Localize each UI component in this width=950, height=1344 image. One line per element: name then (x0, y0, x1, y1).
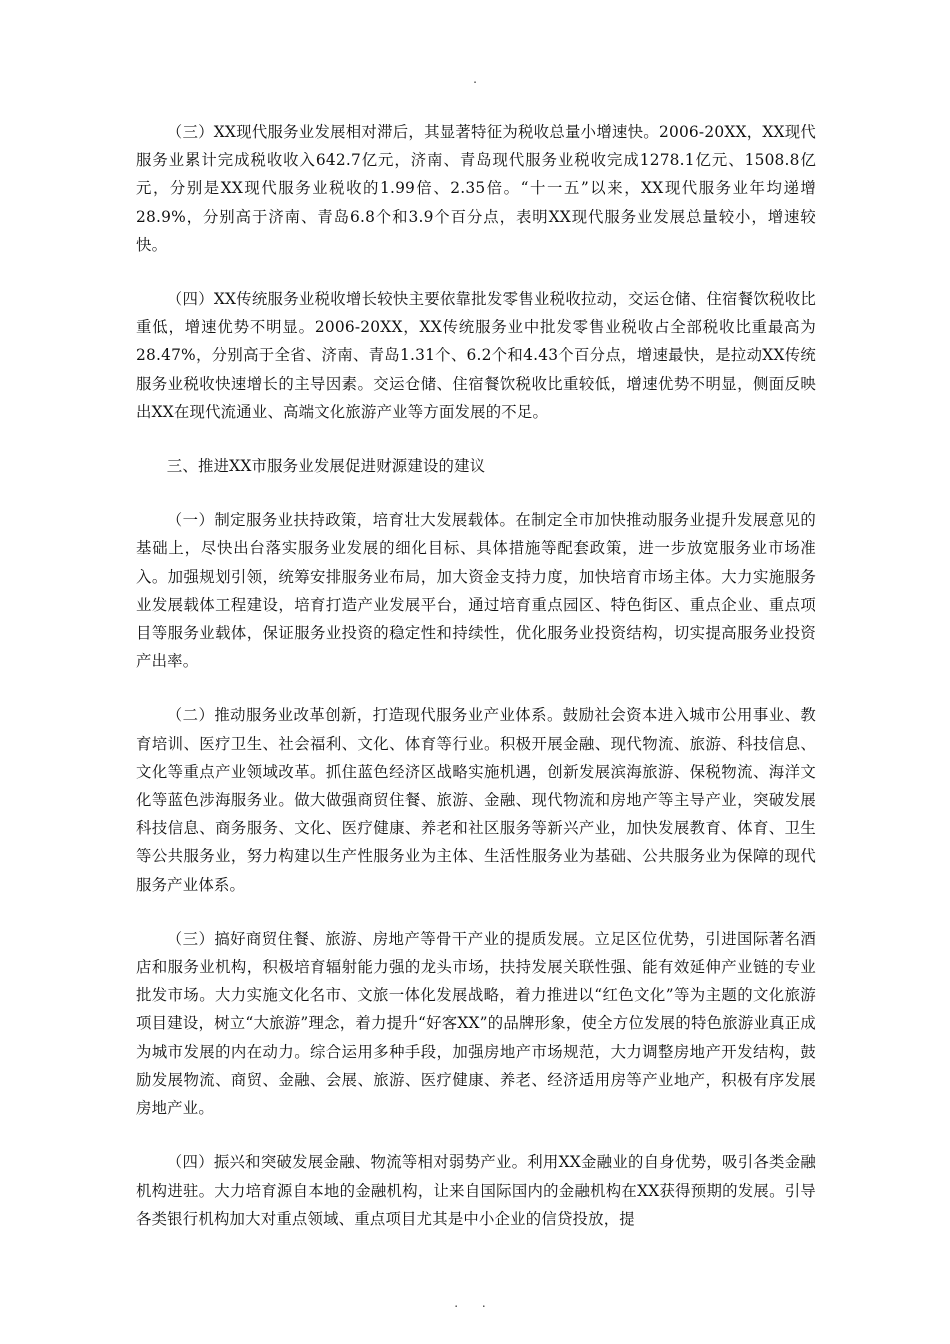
paragraph-support-policy: （一）制定服务业扶持政策，培育壮大发展载体。在制定全市加快推动服务业提升发展意见的基础上，尽快出台落实服务业发展的细化目标、具体措施等配套政策，进一步放宽服务业市场准入。加强规划引领，统筹安排服务业布局，加大资金支持力度，加快培育市场主体。大力实施服务业发展载体工程建设，培育打造产业发展平台，通过培育重点园区、特色街区、重点企业、重点项目等服务业载体，保证服务业投资的稳定性和持续性，优化服务业投资结构，切实提高服务业投资产出率。 (136, 511, 816, 671)
document-body (136, 118, 816, 1259)
paragraph-reform-innovation: （二）推动服务业改革创新，打造现代服务业产业体系。鼓励社会资本进入城市公用事业、教育培训、医疗卫生、社会福利、文化、体育等行业。积极开展金融、现代物流、旅游、科技信息、文化等重点产业领域改革。抓住蓝色经济区战略实施机遇，创新发展滨海旅游、保税物流、海洋文化等蓝色涉海服务业。做大做强商贸住餐、旅游、金融、现代物流和房地产等主导产业，突破发展科技信息、商务服务、文化、医疗健康、养老和社区服务等新兴产业，加快发展教育、体育、卫生等公共服务业，努力构建以生产性服务业为主体、生活性服务业为基础、公共服务业为保障的现代服务产业体系。 (136, 706, 816, 894)
paragraph-finance-logistics: （四）振兴和突破发展金融、物流等相对弱势产业。利用XX金融业的自身优势，吸引各类金融机构进驻。大力培育源自本地的金融机构，让来自国际国内的金融机构在XX获得预期的发展。引导各类银行机构加大对重点领域、重点项目尤其是中小企业的信贷投放，提 (136, 1153, 816, 1228)
paragraph-modern-services: （三）XX现代服务业发展相对滞后，其显著特征为税收总量小增速快。2006-20XX，XX现代服务业累计完成税收收入642.7亿元，济南、青岛现代服务业税收完成1278.1亿元、1508.8亿元，分别是XX现代服务业税收的1.99倍、2.35倍。“十一五”以来，XX现代服务业年均递增28.9%，分别高于济南、青岛6.8个和3.9个百分点，表明XX现代服务业发展总量较小，增速较快。 (136, 123, 816, 254)
page-header-mark: . (473, 72, 477, 86)
page-footer-mark: . . (454, 1296, 496, 1310)
paragraph-key-industries: （三）搞好商贸住餐、旅游、房地产等骨干产业的提质发展。立足区位优势，引进国际著名酒店和服务业机构，积极培育辐射能力强的龙头市场，扶持发展关联性强、能有效延伸产业链的专业批发市场。大力实施文化名市、文旅一体化发展战略，着力推进以“红色文化”等为主题的文化旅游项目建设，树立“大旅游”理念，着力提升“好客XX”的品牌形象，使全方位发展的特色旅游业真正成为城市发展的内在动力。综合运用多种手段，加强房地产市场规范，大力调整房地产开发结构，鼓励发展物流、商贸、金融、会展、旅游、医疗健康、养老、经济适用房等产业地产，积极有序发展房地产业。 (136, 929, 816, 1118)
section-heading-suggestions: 三、推进XX市服务业发展促进财源建设的建议 (166, 457, 486, 476)
paragraph-traditional-services: （四）XX传统服务业税收增长较快主要依靠批发零售业税收拉动，交运仓储、住宿餐饮税收比重低，增速优势不明显。2006-20XX，XX传统服务业中批发零售业税收占全部税收比重最高为28.47%，分别高于全省、济南、青岛1.31个、6.2个和4.43个百分点，增速最快，是拉动XX传统服务业税收快速增长的主导因素。交运仓储、住宿餐饮税收比重较低，增速优势不明显，侧面反映出XX在现代流通业、高端文化旅游产业等方面发展的不足。 (136, 290, 816, 421)
